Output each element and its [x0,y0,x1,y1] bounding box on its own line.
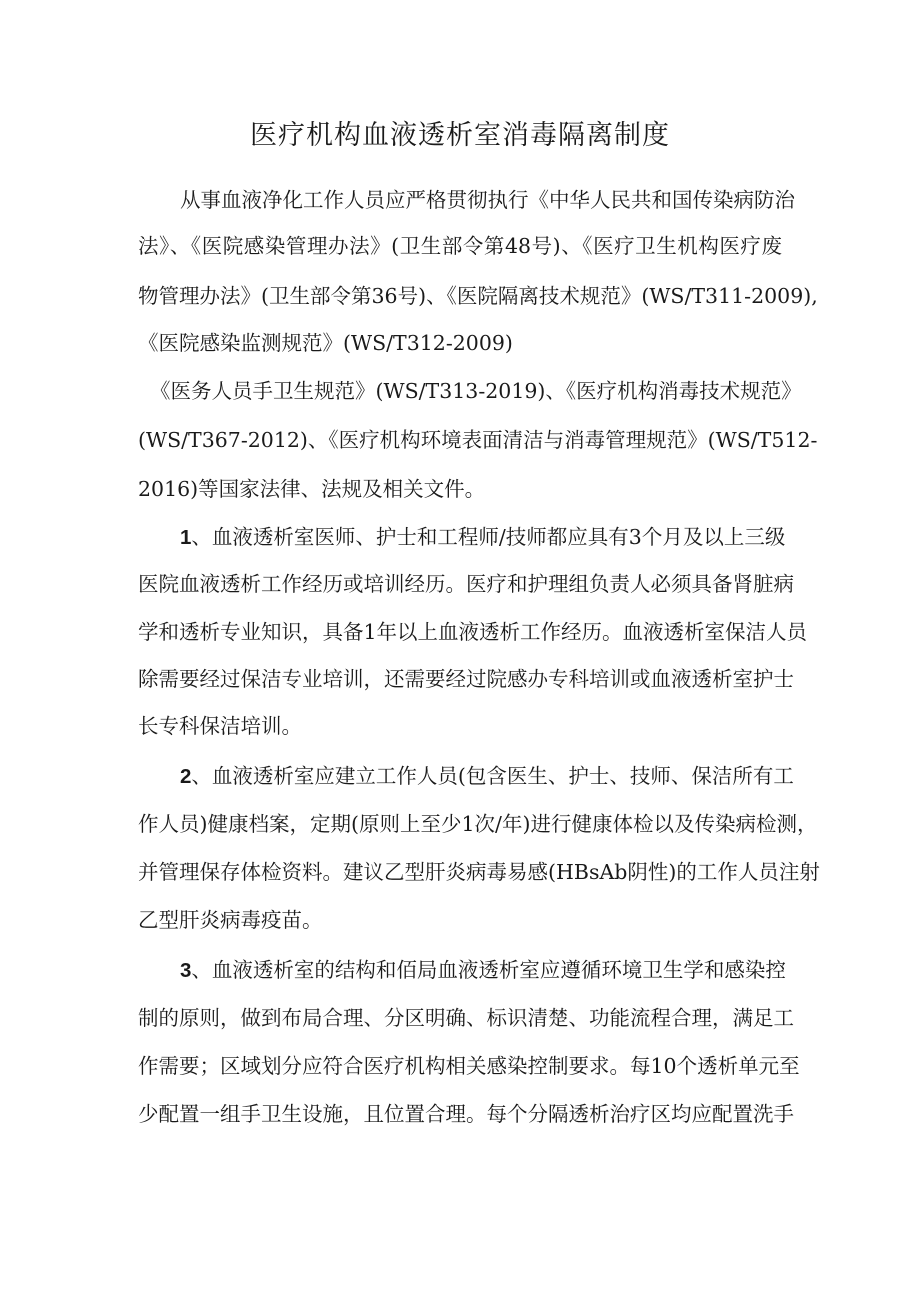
section-2-line: 作人员)健康档案，定期(原则上至少1次/年)进行健康体检以及传染病检测， [138,812,818,836]
section-2-first-line: 2、血液透析室应建立工作人员(包含医生、护士、技师、保洁所有工 [180,764,794,788]
section-number: 3 [180,959,192,982]
document-title: 医疗机构血液透析室消毒隔离制度 [250,120,670,151]
section-number: 2 [180,765,192,788]
intro-line: 法》、《医院感染管理办法》(卫生部令第48号)、《医疗卫生机构医疗废 [138,234,782,258]
section-1-line: 长专科保洁培训。 [138,714,302,738]
intro-line: 从事血液净化工作人员应严格贯彻执行《中华人民共和国传染病防治 [180,188,795,212]
intro-line: 2016)等国家法律、法规及相关文件。 [138,477,486,501]
section-1-first-line: 1、血液透析室医师、护士和工程师/技师都应具有3个月及以上三级 [180,525,786,549]
section-2-line: 乙型肝炎病毒疫苗。 [138,908,323,932]
section-1-line: 医院血液透析工作经历或培训经历。医疗和护理组负责人必须具备肾脏病 [138,572,794,596]
section-number: 1 [180,526,192,549]
section-3-line: 作需要；区域划分应符合医疗机构相关感染控制要求。每10个透析单元至 [138,1054,800,1078]
intro-line: 《医院感染监测规范》(WS/T312-2009) [138,331,513,355]
intro-line: 物管理办法》(卫生部令第36号)、《医院隔离技术规范》(WS/T311-2009), [138,284,818,308]
intro-line: 《医务人员手卫生规范》(WS/T313-2019)、《医疗机构消毒技术规范》 [150,379,802,403]
section-3-line: 制的原则，做到布局合理、分区明确、标识清楚、功能流程合理，满足工 [138,1006,794,1030]
section-2-line: 并管理保存体检资料。建议乙型肝炎病毒易感(HBsAb阴性)的工作人员注射 [138,860,820,884]
section-3-first-line: 3、血液透析室的结构和佰局血液透析室应遵循环境卫生学和感染控 [180,958,786,982]
section-1-line: 学和透析专业知识，具备1年以上血液透析工作经历。血液透析室保洁人员 [138,620,808,644]
section-3-line: 少配置一组手卫生设施，且位置合理。每个分隔透析治疗区均应配置洗手 [138,1102,794,1126]
section-1-line: 除需要经过保洁专业培训，还需要经过院感办专科培训或血液透析室护士 [138,667,794,691]
intro-line: (WS/T367-2012)、《医疗机构环境表面清洁与消毒管理规范》(WS/T512- [138,428,818,452]
